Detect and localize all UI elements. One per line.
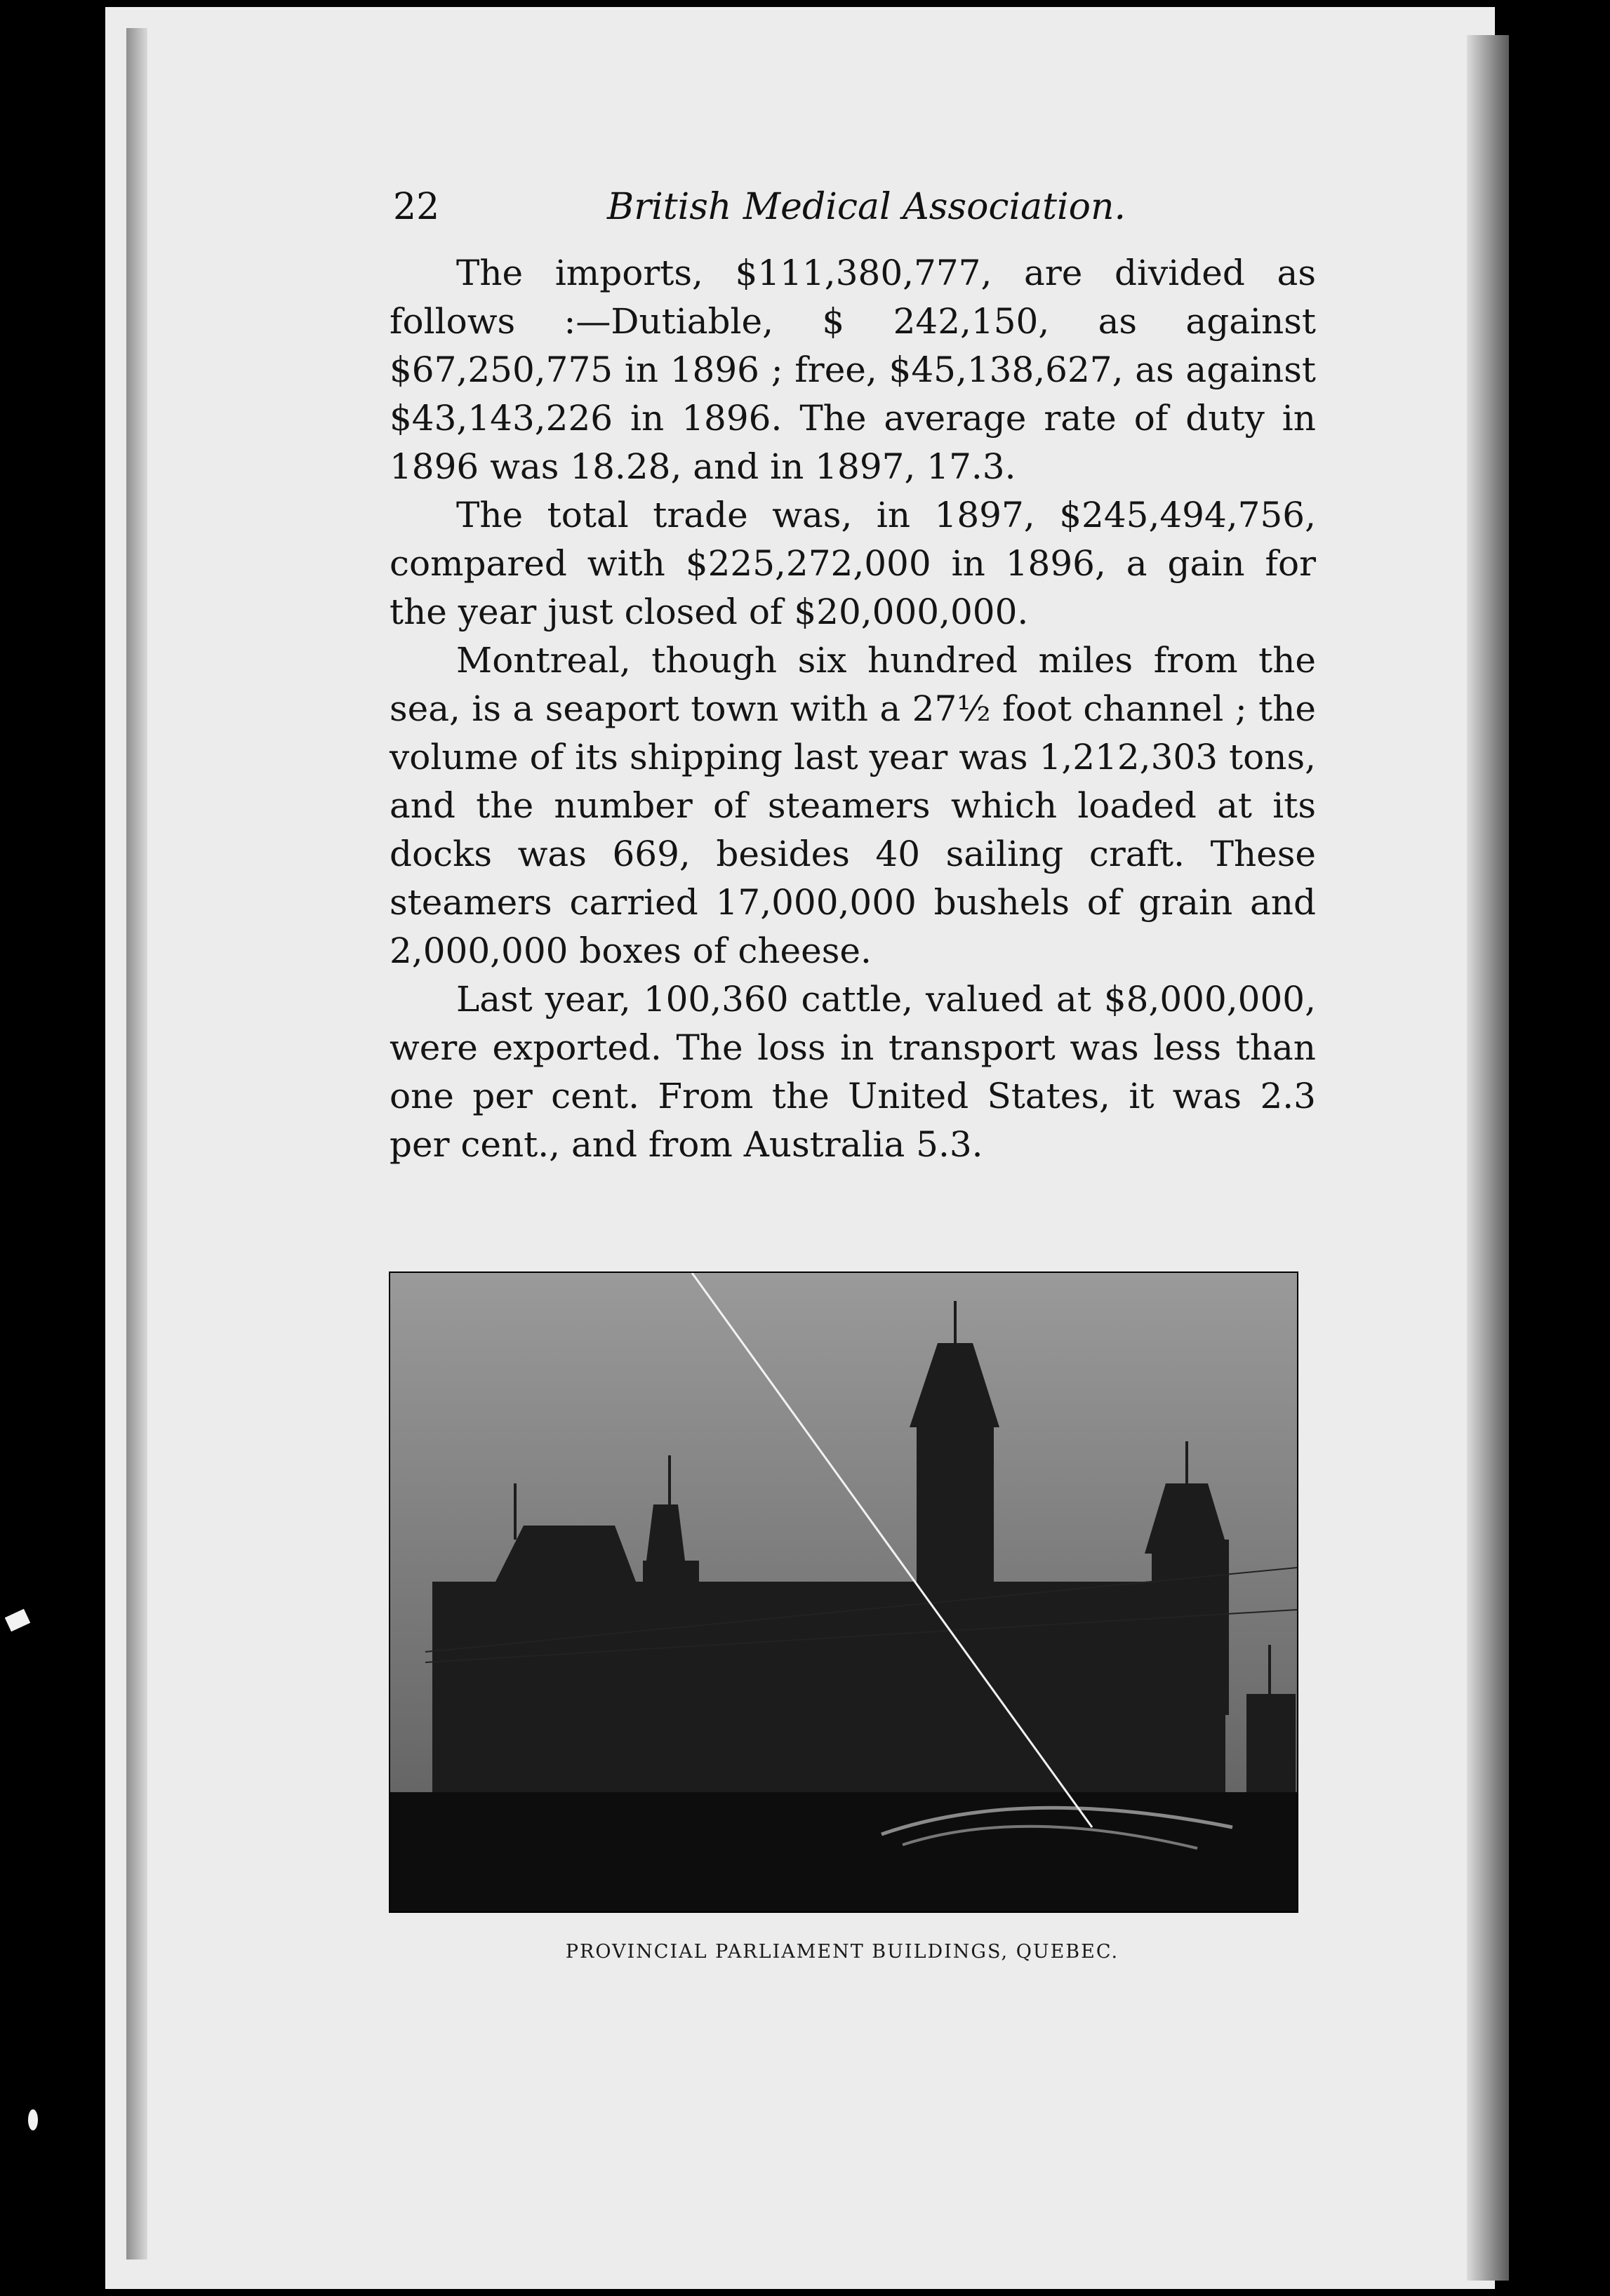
paragraph-montreal: Montreal, though six hundred miles from the sea, is a seaport town with a 27½ foot channel ; the volume of its shipping last year was 1,212,303 tons, and the number of steamers which loaded at its docks was 669, besides 40 sailing craft. These steamers carried 17,000,000 bushels of grain and 2,000,000 boxes of cheese. <box>390 640 1316 971</box>
edge-speck <box>4 603 10 616</box>
running-title: British Medical Association. <box>607 186 1126 228</box>
running-head <box>393 186 1165 235</box>
page-number: 22 <box>393 186 440 228</box>
page-gutter-shadow <box>126 28 147 2260</box>
foreground-grounds <box>390 1792 1297 1911</box>
photo-caption: PROVINCIAL PARLIAMENT BUILDINGS, QUEBEC. <box>565 1941 1119 1963</box>
edge-speck <box>5 1609 30 1632</box>
paragraph-imports: The imports, $111,380,777, are divided as follows :—Dutiable, $ 242,150, as against $67,250,775 in 1896 ; free, $45,138,627, as against $43,143,226 in 1896. The average rate of duty in 1896 was 18.28, and in 1897, 17.3. <box>390 253 1316 487</box>
edge-speck <box>28 2109 38 2130</box>
paragraph-cattle: Last year, 100,360 cattle, valued at $8,000,000, were exported. The loss in transport was less than one per cent. From the United States, it was 2.3 per cent., and from Australia 5.3. <box>390 979 1316 1165</box>
photo-drawing <box>390 1273 1297 1911</box>
paragraph-total-trade: The total trade was, in 1897, $245,494,756, compared with $225,272,000 in 1896, a gain for the year just closed of $20,000,000. <box>390 495 1316 632</box>
page-edge-shadow <box>1467 35 1509 2281</box>
parliament-buildings-photo <box>389 1272 1298 1913</box>
body-text <box>390 249 1316 1169</box>
